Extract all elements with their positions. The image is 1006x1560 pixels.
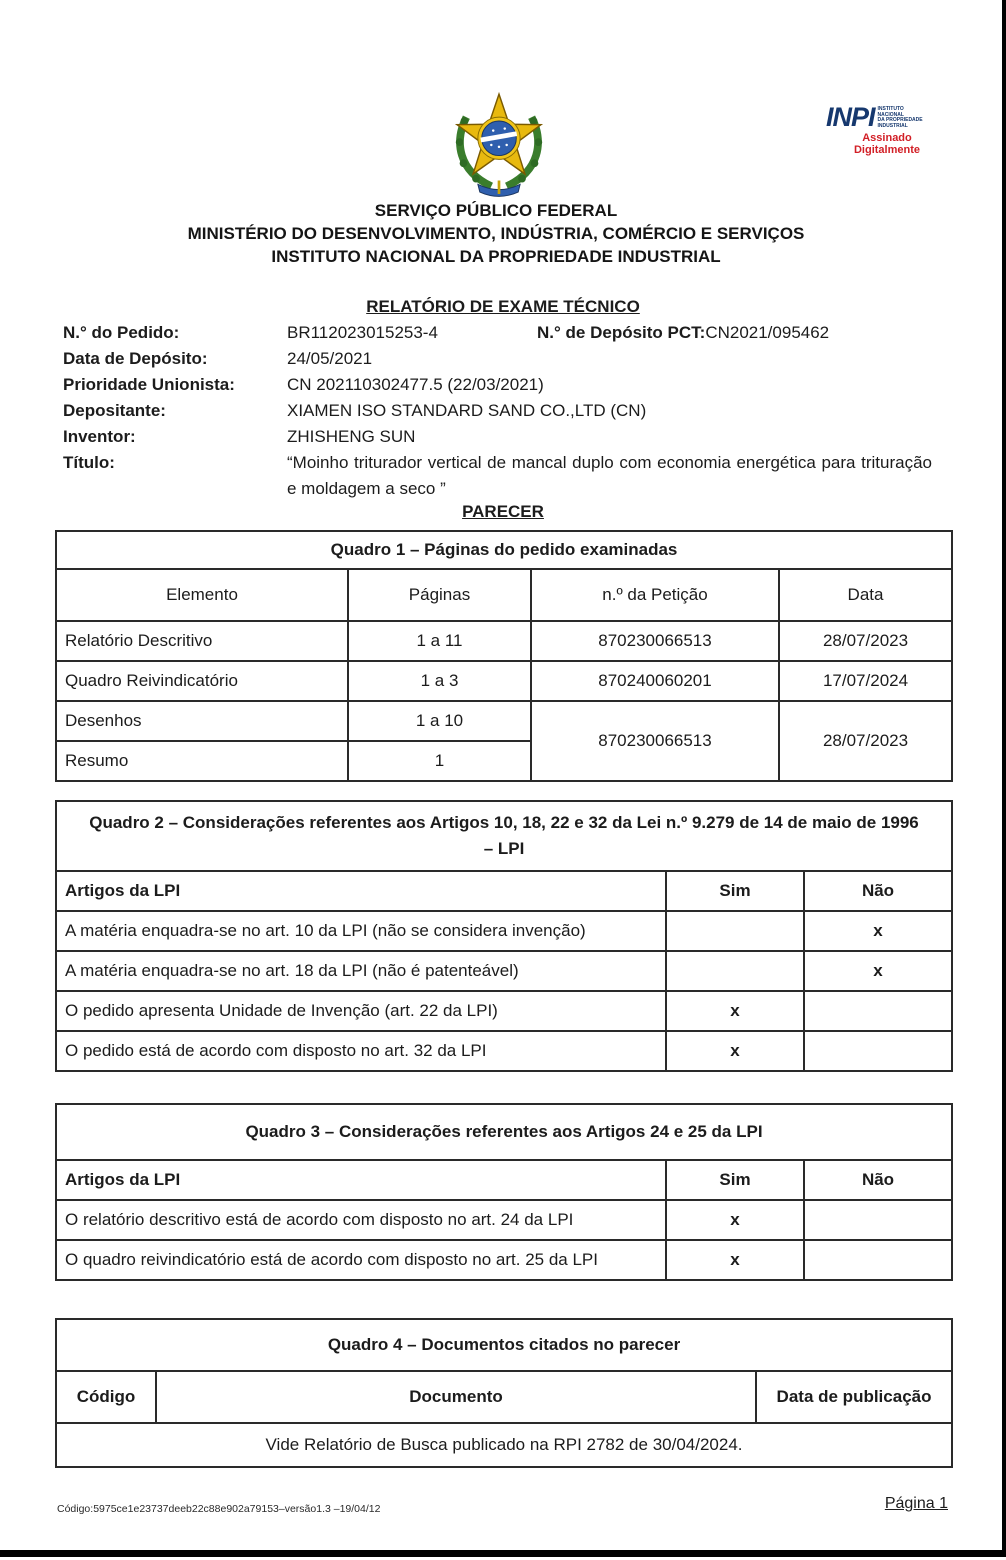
table-row xyxy=(56,701,952,741)
table-cell: Desenhos xyxy=(56,701,348,741)
table-cell: O pedido apresenta Unidade de Invenção (art. 22 da LPI) xyxy=(56,991,666,1031)
sim-mark xyxy=(666,911,804,951)
nao-mark: x xyxy=(804,911,952,951)
quadro1-header-paginas: Páginas xyxy=(348,569,531,621)
quadro4-title: Quadro 4 – Documentos citados no parecer xyxy=(56,1319,952,1371)
table-row xyxy=(56,1031,952,1071)
table-cell: A matéria enquadra-se no art. 18 da LPI (não é patenteável) xyxy=(56,951,666,991)
signed-line: Digitalmente xyxy=(853,144,920,156)
table-row xyxy=(56,951,952,991)
table-cell: Resumo xyxy=(56,741,348,781)
quadro3-header-sim: Sim xyxy=(666,1160,804,1200)
pct-label: N.° de Depósito PCT: xyxy=(537,323,706,342)
table-row xyxy=(56,991,952,1031)
field-row-data-deposito xyxy=(63,346,943,372)
nao-mark: x xyxy=(804,951,952,991)
pct-value: CN2021/095462 xyxy=(705,323,830,342)
inpi-caption-line: INSTITUTO xyxy=(877,106,904,112)
report-title-text: RELATÓRIO DE EXAME TÉCNICO xyxy=(366,297,640,316)
quadro2-header-sim: Sim xyxy=(666,871,804,911)
parecer-heading-text: PARECER xyxy=(462,502,544,521)
quadro2-title: Quadro 2 – Considerações referentes aos Artigos 10, 18, 22 e 32 da Lei n.º 9.279 de 14 de maio de 1996 – LPI xyxy=(56,801,952,871)
quadro3-header-row xyxy=(56,1160,952,1200)
quadro4-header-data-publicacao: Data de publicação xyxy=(756,1371,952,1423)
sim-mark: x xyxy=(666,1200,804,1240)
quadro1-table xyxy=(55,530,953,782)
quadro2-header-artigos: Artigos da LPI xyxy=(56,871,666,911)
table-cell: O relatório descritivo está de acordo com disposto no art. 24 da LPI xyxy=(56,1200,666,1240)
table-cell-merged: 28/07/2023 xyxy=(779,701,952,781)
nao-mark xyxy=(804,1240,952,1280)
table-cell: O quadro reivindicatório está de acordo com disposto no art. 25 da LPI xyxy=(56,1240,666,1280)
quadro2-table xyxy=(55,800,953,1072)
table-cell: Quadro Reivindicatório xyxy=(56,661,348,701)
quadro3-title: Quadro 3 – Considerações referentes aos Artigos 24 e 25 da LPI xyxy=(56,1104,952,1160)
header-line-instituto: INSTITUTO NACIONAL DA PROPRIEDADE INDUSTRIAL xyxy=(271,247,721,266)
prioridade-label: Prioridade Unionista: xyxy=(63,375,235,394)
data-deposito-label: Data de Depósito: xyxy=(63,349,208,368)
field-row-titulo xyxy=(63,450,943,502)
prioridade-value: CN 202110302477.5 (22/03/2021) xyxy=(287,375,544,394)
bibliographic-fields xyxy=(63,320,943,502)
quadro3-header-nao: Não xyxy=(804,1160,952,1200)
table-row xyxy=(56,661,952,701)
table-cell: 1 a 10 xyxy=(348,701,531,741)
sim-mark xyxy=(666,951,804,991)
titulo-label: Título: xyxy=(63,453,115,472)
table-cell: 870230066513 xyxy=(531,621,779,661)
quadro4-header-row xyxy=(56,1371,952,1423)
table-cell: O pedido está de acordo com disposto no art. 32 da LPI xyxy=(56,1031,666,1071)
depositante-label: Depositante: xyxy=(63,401,166,420)
inpi-caption-line: NACIONAL xyxy=(877,111,904,118)
government-header xyxy=(0,199,992,268)
pedido-label: N.° do Pedido: xyxy=(63,323,180,342)
table-row xyxy=(56,1240,952,1280)
quadro1-title: Quadro 1 – Páginas do pedido examinadas xyxy=(56,531,952,569)
signed-line: Assinado xyxy=(862,132,912,144)
quadro3-header-artigos: Artigos da LPI xyxy=(56,1160,666,1200)
parecer-heading xyxy=(0,502,1006,522)
field-row-inventor xyxy=(63,424,943,450)
field-row-depositante xyxy=(63,398,943,424)
nao-mark xyxy=(804,1031,952,1071)
inpi-caption-line: DA PROPRIEDADE xyxy=(877,117,923,123)
inpi-logo-caption xyxy=(878,107,923,129)
quadro1-header-peticao: n.º da Petição xyxy=(531,569,779,621)
header-line-servico: SERVIÇO PÚBLICO FEDERAL xyxy=(374,201,618,220)
brazil-coat-of-arms-icon xyxy=(451,92,547,203)
inpi-caption-line: INDUSTRIAL xyxy=(877,122,908,129)
pedido-value: BR112023015253-4 xyxy=(287,323,438,342)
quadro1-header-data: Data xyxy=(779,569,952,621)
table-row xyxy=(56,911,952,951)
table-cell: 1 xyxy=(348,741,531,781)
digitally-signed-label xyxy=(844,132,930,156)
field-row-pedido xyxy=(63,320,943,346)
nao-mark xyxy=(804,991,952,1031)
table-cell: 870240060201 xyxy=(531,661,779,701)
sim-mark: x xyxy=(666,1240,804,1280)
data-deposito-value: 24/05/2021 xyxy=(287,349,373,368)
nao-mark xyxy=(804,1200,952,1240)
inpi-logo: INPI xyxy=(826,102,875,132)
table-cell: Relatório Descritivo xyxy=(56,621,348,661)
page-number: Página 1 xyxy=(884,1495,948,1512)
quadro4-table xyxy=(55,1318,953,1468)
search-report-note: Vide Relatório de Busca publicado na RPI 2782 de 30/04/2024. xyxy=(56,1423,952,1467)
scan-edge-right xyxy=(1002,0,1006,1557)
titulo-value: “Moinho triturador vertical de mancal duplo com economia energética para trituração e moldagem a seco ” xyxy=(287,453,932,498)
inventor-label: Inventor: xyxy=(63,427,136,446)
table-cell-merged: 870230066513 xyxy=(531,701,779,781)
table-cell: 17/07/2024 xyxy=(779,661,952,701)
quadro1-header-row xyxy=(56,569,952,621)
table-cell: A matéria enquadra-se no art. 10 da LPI (não se considera invenção) xyxy=(56,911,666,951)
table-row xyxy=(56,621,952,661)
inventor-value: ZHISHENG SUN xyxy=(287,427,416,446)
quadro2-header-row xyxy=(56,871,952,911)
quadro2-header-nao: Não xyxy=(804,871,952,911)
inpi-signature-stamp xyxy=(826,104,966,156)
quadro1-header-elemento: Elemento xyxy=(56,569,348,621)
table-cell: 1 a 11 xyxy=(348,621,531,661)
header-line-ministerio: MINISTÉRIO DO DESENVOLVIMENTO, INDÚSTRIA, COMÉRCIO E SERVIÇOS xyxy=(187,224,805,243)
depositante-value: XIAMEN ISO STANDARD SAND CO.,LTD (CN) xyxy=(287,401,647,420)
footer-document-code: Código:5975ce1e23737deeb22c88e902a79153–versão1.3 –19/04/12 xyxy=(57,1503,381,1515)
table-row xyxy=(56,1200,952,1240)
report-title xyxy=(0,297,1006,317)
sim-mark: x xyxy=(666,1031,804,1071)
table-row xyxy=(56,1423,952,1467)
quadro4-header-documento: Documento xyxy=(156,1371,756,1423)
scan-edge-bottom xyxy=(0,1550,1006,1557)
sim-mark: x xyxy=(666,991,804,1031)
quadro4-header-codigo: Código xyxy=(56,1371,156,1423)
field-row-prioridade xyxy=(63,372,943,398)
quadro3-table xyxy=(55,1103,953,1281)
table-cell: 28/07/2023 xyxy=(779,621,952,661)
table-cell: 1 a 3 xyxy=(348,661,531,701)
